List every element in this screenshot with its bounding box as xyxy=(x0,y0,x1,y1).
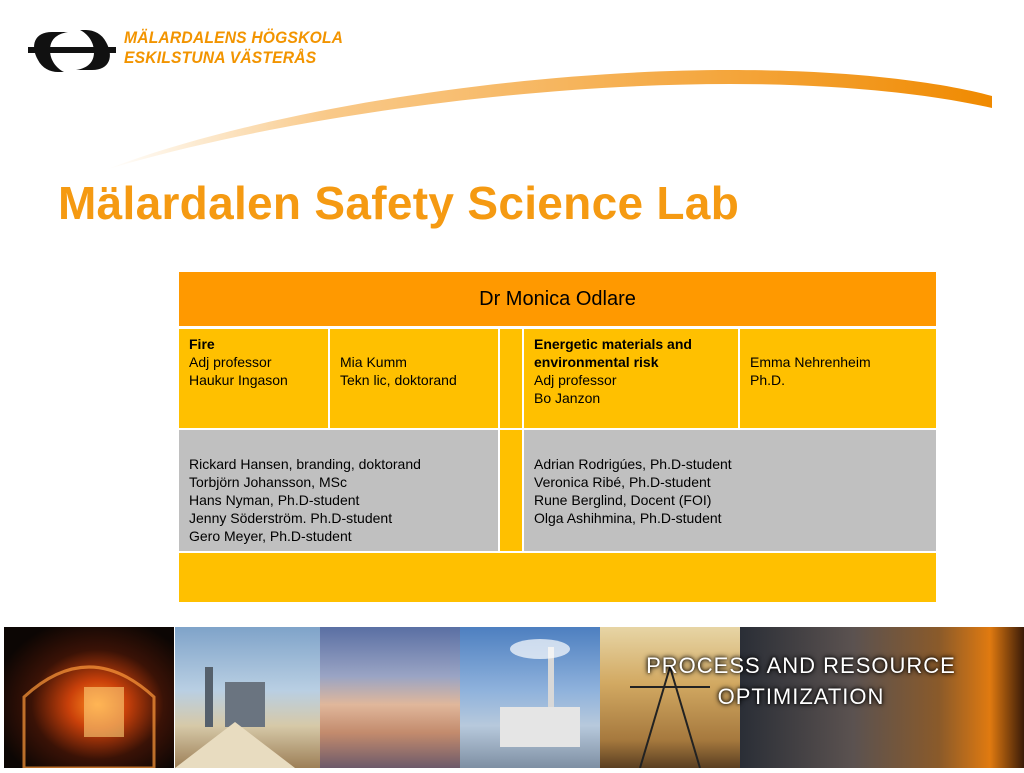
fire-tunnel-photo xyxy=(4,627,174,768)
fire-heading: Fire xyxy=(189,336,215,352)
list-item: Torbjörn Johansson, MSc xyxy=(189,474,347,490)
list-item: Gero Meyer, Ph.D-student xyxy=(189,528,352,544)
energetic-members-cell xyxy=(524,430,936,551)
spacer-cell xyxy=(500,430,522,551)
university-name-line1: MÄLARDALENS HÖGSKOLA xyxy=(124,28,344,47)
energetic-second-name: Emma Nehrenheim xyxy=(750,354,871,370)
energetic-heading-line1: Energetic materials and xyxy=(534,336,692,352)
power-plant-photo xyxy=(460,627,600,768)
list-item: Rickard Hansen, branding, doktorand xyxy=(189,456,421,472)
fire-second-role: Tekn lic, doktorand xyxy=(340,372,457,388)
list-item: Hans Nyman, Ph.D-student xyxy=(189,492,360,508)
caption-line2: OPTIMIZATION xyxy=(717,684,885,709)
list-item: Jenny Söderström. Ph.D-student xyxy=(189,510,393,526)
fire-tunnel-graphic xyxy=(4,627,174,768)
list-item: Olga Ashihmina, Ph.D-student xyxy=(534,510,722,526)
fire-members-cell xyxy=(179,430,498,551)
fire-leader-name: Haukur Ingason xyxy=(189,372,288,388)
fire-group-cell xyxy=(179,329,328,428)
fire-second-cell xyxy=(330,329,498,428)
list-item: Veronica Ribé, Ph.D-student xyxy=(534,474,711,490)
list-item: Rune Berglind, Docent (FOI) xyxy=(534,492,712,508)
empty-footer-row xyxy=(179,553,936,602)
energetic-leader-name: Bo Janzon xyxy=(534,390,601,406)
energetic-leader-role: Adj professor xyxy=(534,372,617,388)
list-item: Adrian Rodrigúes, Ph.D-student xyxy=(534,456,732,472)
energetic-second-role: Ph.D. xyxy=(750,372,786,388)
sunset-photo xyxy=(320,627,460,768)
fire-leader-role: Adj professor xyxy=(189,354,272,370)
power-plant-graphic xyxy=(460,627,600,768)
energetic-group-cell xyxy=(524,329,738,428)
spacer-cell xyxy=(500,329,522,428)
table-header-lab-leader: Dr Monica Odlare xyxy=(179,272,936,326)
lab-organisation-table xyxy=(179,272,936,602)
industry-photo xyxy=(175,627,320,768)
university-name-line2: ESKILSTUNA VÄSTERÅS xyxy=(124,48,317,67)
energetic-second-cell xyxy=(740,329,936,428)
energetic-heading-line2: environmental risk xyxy=(534,354,659,370)
caption-line1: PROCESS AND RESOURCE xyxy=(646,653,956,678)
photo-strip-caption xyxy=(636,650,966,712)
decorative-swoosh xyxy=(0,0,1024,190)
industry-graphic xyxy=(175,627,320,768)
fire-second-name: Mia Kumm xyxy=(340,354,407,370)
page-title: Mälardalen Safety Science Lab xyxy=(58,177,740,229)
